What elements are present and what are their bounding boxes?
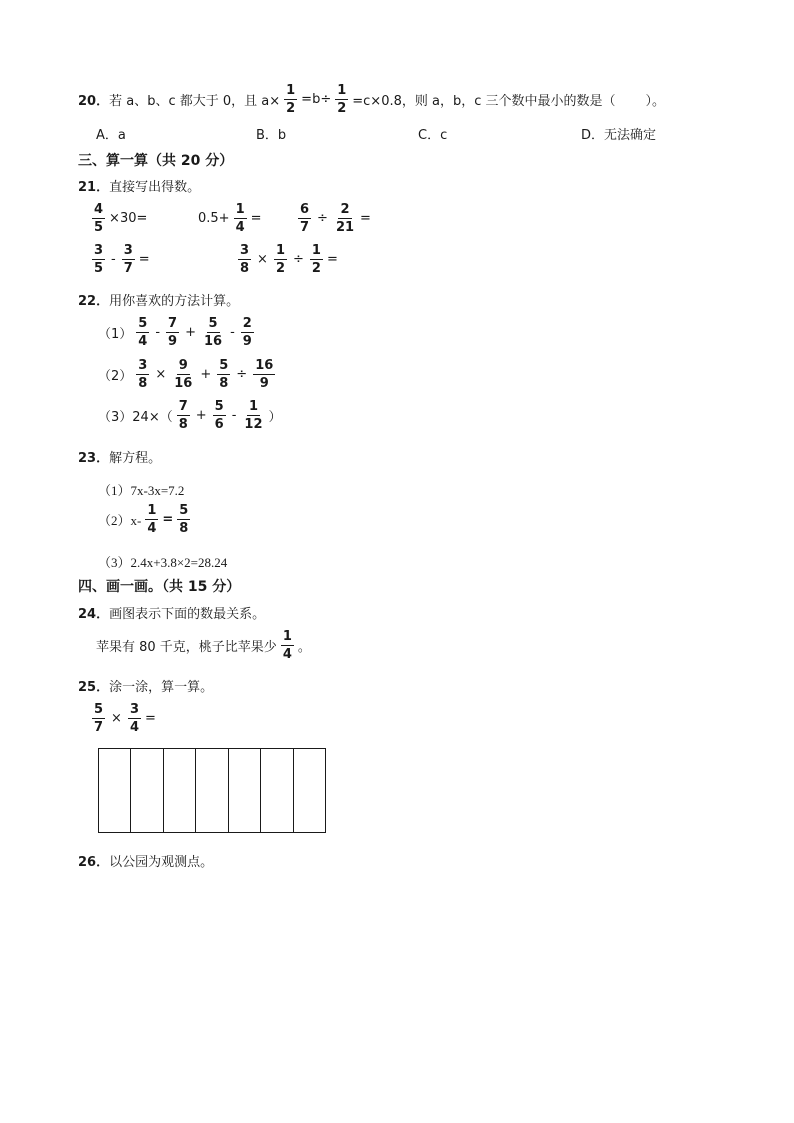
q20-line <box>78 84 665 115</box>
fraction: $\frac{4}{5}$ <box>94 202 104 235</box>
fraction: $\frac{5}{4}$ <box>138 316 148 349</box>
fraction: $\frac{7}{8}$ <box>178 399 188 432</box>
q21-expr-2a <box>88 244 150 275</box>
operator: - <box>231 408 237 423</box>
part-label: （1） <box>98 327 133 342</box>
fraction: $\frac{5}{16}$ <box>203 316 223 349</box>
q21-number: 21． <box>78 180 110 195</box>
q21-expr-1c <box>294 203 371 234</box>
q26-number: 26． <box>78 855 110 870</box>
q24-text: 画图表示下面的数最关系。 <box>109 607 266 622</box>
expr-text: 24×（ <box>132 410 173 425</box>
grid-cell[interactable] <box>196 749 228 832</box>
fraction: $\frac{16}{9}$ <box>255 358 274 391</box>
q22-text: 用你喜欢的方法计算。 <box>109 294 240 309</box>
q22-part-2 <box>98 359 279 390</box>
grid-cell[interactable] <box>261 749 293 832</box>
fraction: $\frac{1}{2}$ <box>311 243 321 276</box>
equals-sign: = <box>138 252 150 267</box>
fraction: $\frac{6}{7}$ <box>300 202 310 235</box>
q23-heading <box>78 447 161 466</box>
q23-number: 23． <box>78 451 110 466</box>
grid-cell[interactable] <box>131 749 163 832</box>
q22-part-3 <box>98 400 282 431</box>
q25-heading <box>78 676 213 695</box>
expr-text: ） <box>268 410 282 425</box>
q20-option-d[interactable]: D．无法确定 <box>581 128 657 143</box>
q23-eq-1: （1）7x-3x=7.2 <box>98 483 185 498</box>
fraction: $\frac{1}{4}$ <box>147 503 157 536</box>
part-label: （2） <box>98 369 133 384</box>
q25-number: 25． <box>78 680 110 695</box>
punctuation: 。 <box>297 640 311 655</box>
q20-option-b[interactable]: B．b <box>256 128 287 143</box>
fraction: $\frac{1}{4}$ <box>235 202 245 235</box>
fraction: $\frac{3}{8}$ <box>138 358 148 391</box>
operator: + <box>195 408 207 423</box>
operator: × <box>257 252 268 267</box>
section-4-title: 四、画一画。（共 15 分） <box>78 579 241 595</box>
grid-cell[interactable] <box>164 749 196 832</box>
fraction: $\frac{7}{9}$ <box>168 316 178 349</box>
q24-body <box>96 630 311 661</box>
operator: + <box>200 367 212 382</box>
q22-part-1 <box>98 317 258 348</box>
q25-expr <box>88 703 156 734</box>
operator: - <box>155 325 161 340</box>
fraction: $\frac{2}{9}$ <box>242 316 252 349</box>
q22-heading <box>78 290 239 309</box>
q26-heading <box>78 851 213 870</box>
q24-number: 24． <box>78 607 110 622</box>
q20-text-4: ）。 <box>645 94 666 109</box>
q24-statement: 苹果有 80 千克，桃子比苹果少 <box>96 640 277 655</box>
fraction: $\frac{2}{21}$ <box>335 202 355 235</box>
q25-text: 涂一涂，算一算。 <box>109 680 214 695</box>
operator: ÷ <box>293 252 304 267</box>
q20-text-3: =c×0.8，则 a，b，c 三个数中最小的数是（ <box>352 94 616 109</box>
grid-cell[interactable] <box>99 749 131 832</box>
q21-heading <box>78 176 200 195</box>
fraction: $\frac{3}{8}$ <box>240 243 250 276</box>
fraction: $\frac{5}{7}$ <box>94 702 104 735</box>
fraction: $\frac{3}{4}$ <box>129 702 139 735</box>
expr-text: 0.5+ <box>198 211 230 226</box>
q21-expr-1b <box>198 203 262 234</box>
operator: × <box>111 711 122 726</box>
operator: + <box>185 325 196 340</box>
section-3-title: 三、算一算（共 20 分） <box>78 153 234 169</box>
q20-option-c[interactable]: C．c <box>418 128 448 143</box>
q20-number: 20． <box>78 94 110 109</box>
equals-sign: = <box>326 252 338 267</box>
operator: ÷ <box>236 367 248 382</box>
fraction: $\frac{3}{7}$ <box>123 243 133 276</box>
fraction: $\frac{1}{2}$ <box>275 243 285 276</box>
equals-sign: = <box>250 211 262 226</box>
fraction: $\frac{5}{8}$ <box>219 358 229 391</box>
part-label: （2）x- <box>98 513 142 528</box>
q20-text-2: =b÷ <box>301 92 332 107</box>
q20-option-a[interactable]: A．a <box>96 128 126 143</box>
equals-sign: = <box>145 711 156 726</box>
q20-fraction-2: $\frac{1}{2}$ <box>337 83 347 116</box>
q26-text: 以公园为观测点。 <box>109 855 214 870</box>
operator: - <box>230 325 235 340</box>
expr-text: ×30= <box>109 211 148 226</box>
q23-eq-2 <box>98 504 194 535</box>
grid-cell[interactable] <box>229 749 261 832</box>
part-label: （3） <box>98 410 133 425</box>
fraction: $\frac{9}{16}$ <box>174 358 193 391</box>
equals-sign: = <box>360 211 371 226</box>
operator: × <box>155 367 167 382</box>
fraction: $\frac{3}{5}$ <box>94 243 104 276</box>
q24-heading <box>78 603 265 622</box>
shading-grid[interactable] <box>98 748 326 833</box>
q21-text: 直接写出得数。 <box>109 180 201 195</box>
operator: ÷ <box>317 211 328 226</box>
fraction: $\frac{5}{6}$ <box>214 399 224 432</box>
grid-cell[interactable] <box>294 749 325 832</box>
fraction: $\frac{1}{4}$ <box>282 629 292 662</box>
q20-text-1: 若 a、b、c 都大于 0，且 a× <box>109 94 281 109</box>
fraction: $\frac{5}{8}$ <box>179 503 189 536</box>
q21-expr-2b <box>234 244 338 275</box>
operator: - <box>111 252 116 267</box>
equals-sign: = <box>162 512 174 527</box>
q23-eq-3: （3）2.4x+3.8×2=28.24 <box>98 555 228 570</box>
q20-fraction-1: $\frac{1}{2}$ <box>286 83 296 116</box>
q22-number: 22． <box>78 294 110 309</box>
q23-text: 解方程。 <box>109 451 162 466</box>
q21-expr-1a <box>88 203 147 234</box>
fraction: $\frac{1}{12}$ <box>244 399 263 432</box>
